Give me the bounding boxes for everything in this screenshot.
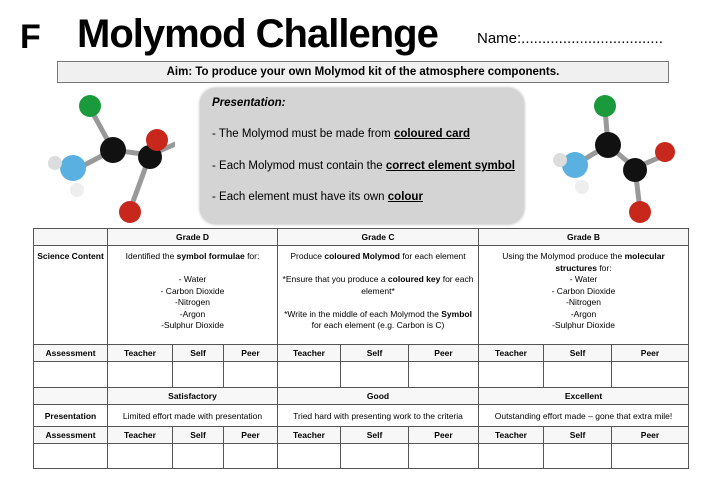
list-item: -Sulphur Dioxide — [552, 320, 615, 330]
presentation-box — [200, 88, 524, 224]
teacher-header: Teacher — [278, 345, 341, 362]
grade-b-header: Grade B — [479, 229, 689, 246]
list-item: - Carbon Dioxide — [551, 285, 616, 296]
assessment-input-row — [34, 362, 689, 388]
assessment-cell[interactable] — [224, 362, 278, 388]
presentation-heading: Presentation: — [212, 97, 286, 109]
text: for: — [596, 262, 612, 273]
teacher-header: Teacher — [108, 427, 173, 444]
list-item: - Carbon Dioxide — [160, 285, 225, 296]
line-text: - Each Molymod must contain the — [212, 160, 386, 172]
line-text: - The Molymod must be made from — [212, 128, 394, 140]
list-item: -Argon — [179, 308, 206, 319]
assessment-cell[interactable] — [479, 444, 544, 469]
presentation-line — [212, 128, 470, 140]
excellent-desc: Outstanding effort made – gone that extra mile! — [479, 405, 689, 427]
self-header: Self — [173, 345, 224, 362]
assessment-cell[interactable] — [612, 362, 689, 388]
name-field[interactable]: Name:.................................. — [477, 30, 663, 47]
grade-c-criteria — [278, 246, 479, 345]
grade-header-row — [34, 229, 689, 246]
teacher-header: Teacher — [108, 345, 173, 362]
peer-header: Peer — [612, 427, 689, 444]
text: *Write in the middle of each Molymod the — [284, 308, 442, 319]
grade-c-header: Grade C — [278, 229, 479, 246]
level-header-row — [34, 388, 689, 405]
satisfactory-desc: Limited effort made with presentation — [108, 405, 278, 427]
text-bold: symbol formulae — [176, 251, 245, 261]
science-content-label: Science Content — [34, 246, 108, 345]
list-item: -Sulphur Dioxide — [161, 320, 224, 330]
empty-cell — [34, 229, 108, 246]
empty-cell — [34, 362, 108, 388]
good-desc: Tried hard with presenting work to the criteria — [278, 405, 479, 427]
text: for: — [244, 251, 260, 261]
molecule-model-left-icon — [25, 90, 175, 230]
assessment-header-row — [34, 427, 689, 444]
assessment-cell[interactable] — [409, 362, 479, 388]
line-text: - Each element must have its own — [212, 191, 388, 203]
assessment-cell[interactable] — [108, 362, 173, 388]
page-title: Molymod Challenge — [77, 12, 438, 56]
teacher-header: Teacher — [278, 427, 341, 444]
science-content-row — [34, 246, 689, 345]
good-header: Good — [278, 388, 479, 405]
list-item: -Argon — [570, 308, 597, 319]
text-bold: Symbol — [441, 308, 472, 319]
text-bold: coloured Molymod — [324, 251, 400, 261]
aim-banner: Aim: To produce your own Molymod kit of the atmosphere components. — [57, 61, 669, 83]
list-item: - Water — [569, 274, 598, 284]
excellent-header: Excellent — [479, 388, 689, 405]
peer-header: Peer — [224, 427, 278, 444]
assessment-cell[interactable] — [278, 362, 341, 388]
text: Produce — [290, 251, 325, 261]
empty-cell — [34, 388, 108, 405]
self-header: Self — [544, 427, 612, 444]
text: *Ensure that you produce a — [282, 274, 388, 284]
assessment-cell[interactable] — [278, 444, 341, 469]
teacher-header: Teacher — [479, 427, 544, 444]
assessment-cell[interactable] — [224, 444, 278, 469]
list-item: - Water — [178, 274, 207, 284]
molecule-model-right-icon — [540, 90, 690, 230]
presentation-line — [212, 160, 515, 172]
line-emphasis: coloured card — [393, 128, 470, 140]
assessment-cell[interactable] — [341, 444, 409, 469]
text: Identified the — [125, 251, 177, 261]
teacher-header: Teacher — [479, 345, 544, 362]
text-bold: coloured key — [387, 274, 441, 284]
line-emphasis: correct element symbol — [385, 160, 515, 172]
self-header: Self — [341, 427, 409, 444]
text-bold: molecular structures — [555, 251, 665, 273]
group-letter: F — [20, 18, 41, 56]
assessment-cell[interactable] — [544, 444, 612, 469]
self-header: Self — [341, 345, 409, 362]
peer-header: Peer — [612, 345, 689, 362]
self-header: Self — [173, 427, 224, 444]
assessment-input-row — [34, 444, 689, 469]
assessment-cell[interactable] — [479, 362, 544, 388]
text: Using the Molymod produce the — [502, 251, 625, 261]
grade-b-criteria — [479, 246, 689, 345]
peer-header: Peer — [409, 427, 479, 444]
assessment-cell[interactable] — [173, 444, 224, 469]
list-item: -Nitrogen — [566, 297, 601, 307]
line-emphasis: colour — [387, 191, 423, 203]
peer-header: Peer — [409, 345, 479, 362]
text: for each element* — [361, 274, 474, 296]
assessment-cell[interactable] — [108, 444, 173, 469]
satisfactory-header: Satisfactory — [108, 388, 278, 405]
empty-cell — [34, 444, 108, 469]
list-item: -Nitrogen — [175, 297, 210, 307]
peer-header: Peer — [224, 345, 278, 362]
self-header: Self — [544, 345, 612, 362]
grading-table — [33, 228, 689, 469]
presentation-line — [212, 191, 423, 203]
assessment-cell[interactable] — [341, 362, 409, 388]
text: for each element — [399, 251, 466, 261]
presentation-label: Presentation — [34, 405, 108, 427]
assessment-cell[interactable] — [173, 362, 224, 388]
presentation-row — [34, 405, 689, 427]
text: for each element (e.g. Carbon is C) — [311, 320, 445, 330]
grade-d-header: Grade D — [108, 229, 278, 246]
assessment-cell[interactable] — [612, 444, 689, 469]
assessment-header-row — [34, 345, 689, 362]
assessment-cell[interactable] — [544, 362, 612, 388]
assessment-label: Assessment — [34, 427, 108, 444]
assessment-label: Assessment — [34, 345, 108, 362]
grade-d-criteria — [108, 246, 278, 345]
assessment-cell[interactable] — [409, 444, 479, 469]
